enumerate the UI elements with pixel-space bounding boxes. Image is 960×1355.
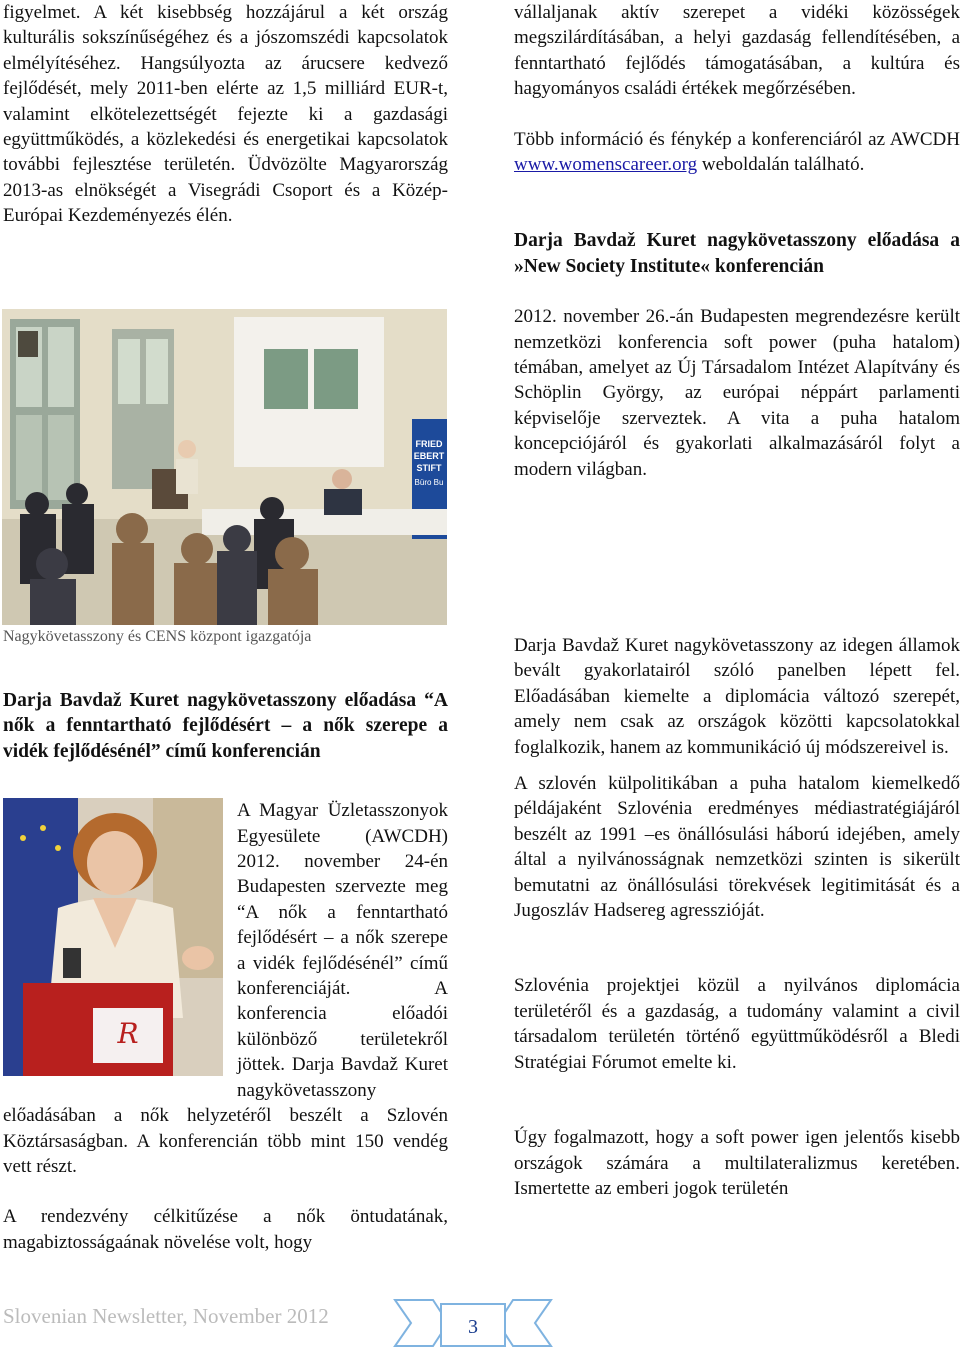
paragraph: A szlovén külpolitikában a puha hatalom kiemelkedő példájaként Szlovénia eredményes médiastratégiájáról beszélt az 1991 –es önállósulási háború idejében, amely által a nyilvánosságnak nemzetközi szinten is sikerült bemutatni az önállósulási törekvések legitimitását és a Jugoszláv Hadsereg agresszióját. bbox=[514, 773, 960, 922]
left-column-article bbox=[3, 688, 448, 1255]
right-column-bottom bbox=[514, 633, 960, 1201]
left-column-top bbox=[3, 0, 448, 229]
more-info-text-end: weboldalán található. bbox=[701, 154, 865, 176]
paragraph-more-info bbox=[514, 127, 960, 178]
right-column-top bbox=[514, 0, 960, 482]
photo-caption: Nagykövetasszony és CENS központ igazgatója bbox=[3, 628, 312, 645]
page-number-badge bbox=[393, 1296, 553, 1350]
paragraph: figyelmet. A két kisebbség hozzájárul a két ország kulturális sokszínűségéhez és a jószomszédi kapcsolatok elmélyítéséhez. Hangsúlyozta az árucsere kedvező fejlődését, mely 2011-ben elérte az 1,5 milliárd EUR-t, valamint elkötelezettségét fejezte ki a gazdasági együttműködés, a közlekedési és energetikai kapcsolatok további fejlesztése területén. Üdvözölte Magyarország 2013-as elnökségét a Visegrádi Csoport és a Közép-Európai Kezdeményezés élén. bbox=[3, 2, 448, 227]
ambassador-photo bbox=[3, 798, 223, 1076]
svg-text:R: R bbox=[117, 1017, 139, 1051]
conference-photo bbox=[2, 309, 447, 625]
paragraph: vállaljanak aktív szerepet a vidéki közösségek megszilárdításában, a helyi gazdaság fellendítésében, a fenntartható fejlődés támogatásában, a kultúra és hagyományos családi értékek megőrzésében. bbox=[514, 2, 960, 100]
svg-text:Büro Bu: Büro Bu bbox=[414, 478, 444, 487]
article-heading: Darja Bavdaž Kuret nagykövetasszony előadása “A nők a fenntartható fejlődésért – a nők szerepe a vidék fejlődésénél” című konferencián bbox=[3, 690, 448, 762]
svg-text:EBERT: EBERT bbox=[413, 451, 445, 461]
paragraph: A Magyar Üzletasszonyok Egyesülete (AWCDH) 2012. november 24-én Budapesten szervezte meg “A nők a fenntartható fejlődésért – a nők szerepe a vidék fejlődésénél” című konferenciáját. A konferencia előadói különböző területekről jöttek. Darja Bavdaž Kuret nagykövetasszony előadásában a nők helyzetéről beszélt a Szlovén Köztársaságban. A konferencián több mint 150 vendég vett részt. bbox=[3, 800, 448, 1177]
paragraph: 2012. november 26.-án Budapesten megrendezésre került nemzetközi konferencia soft power (puha hatalom) témában, amelyet az Új Társadalom Intézet Alapítvány és Schöplin György, az európai néppárt parlamenti képviselője szerveztek. A vita a puha hatalom koncepciójáról és gyakorlati alkalmazásáról folyt a modern világban. bbox=[514, 306, 960, 480]
paragraph: Úgy fogalmazott, hogy a soft power igen jelentős kisebb országok számára a multilateralizmus keretében. Ismertette az emberi jogok területén bbox=[514, 1127, 960, 1199]
website-link[interactable]: www.womenscareer.org bbox=[514, 154, 698, 176]
more-info-text: Több információ és fénykép a konferenciáról az AWCDH bbox=[514, 128, 960, 150]
svg-text:STIFT: STIFT bbox=[416, 463, 442, 473]
paragraph: Szlovénia projektjei közül a nyilvános diplomácia területéről és a gazdaság, a tudomány valamint a civil társadalom területén történő együttműködésről a Bledi Stratégiai Fórumot emelte ki. bbox=[514, 975, 960, 1073]
page-number: 3 bbox=[468, 1316, 478, 1338]
paragraph: Darja Bavdaž Kuret nagykövetasszony az idegen államok bevált gyakorlatairól szóló panelben lépett fel. Előadásában kiemelte a diplomácia változó szerepét, amely nem csak az országok közötti kapcsolatokkal foglalkozik, hanem az kommunikáció új módszereivel is. bbox=[514, 635, 960, 758]
newsletter-title: Slovenian Newsletter, November 2012 bbox=[3, 1304, 329, 1328]
article-heading: Darja Bavdaž Kuret nagykövetasszony előadása a »New Society Institute« konferencián bbox=[514, 230, 960, 277]
svg-text:FRIED: FRIED bbox=[415, 439, 443, 449]
paragraph: A rendezvény célkitűzése a nők öntudatának, magabiztosságaának növelése volt, hogy bbox=[3, 1206, 448, 1253]
